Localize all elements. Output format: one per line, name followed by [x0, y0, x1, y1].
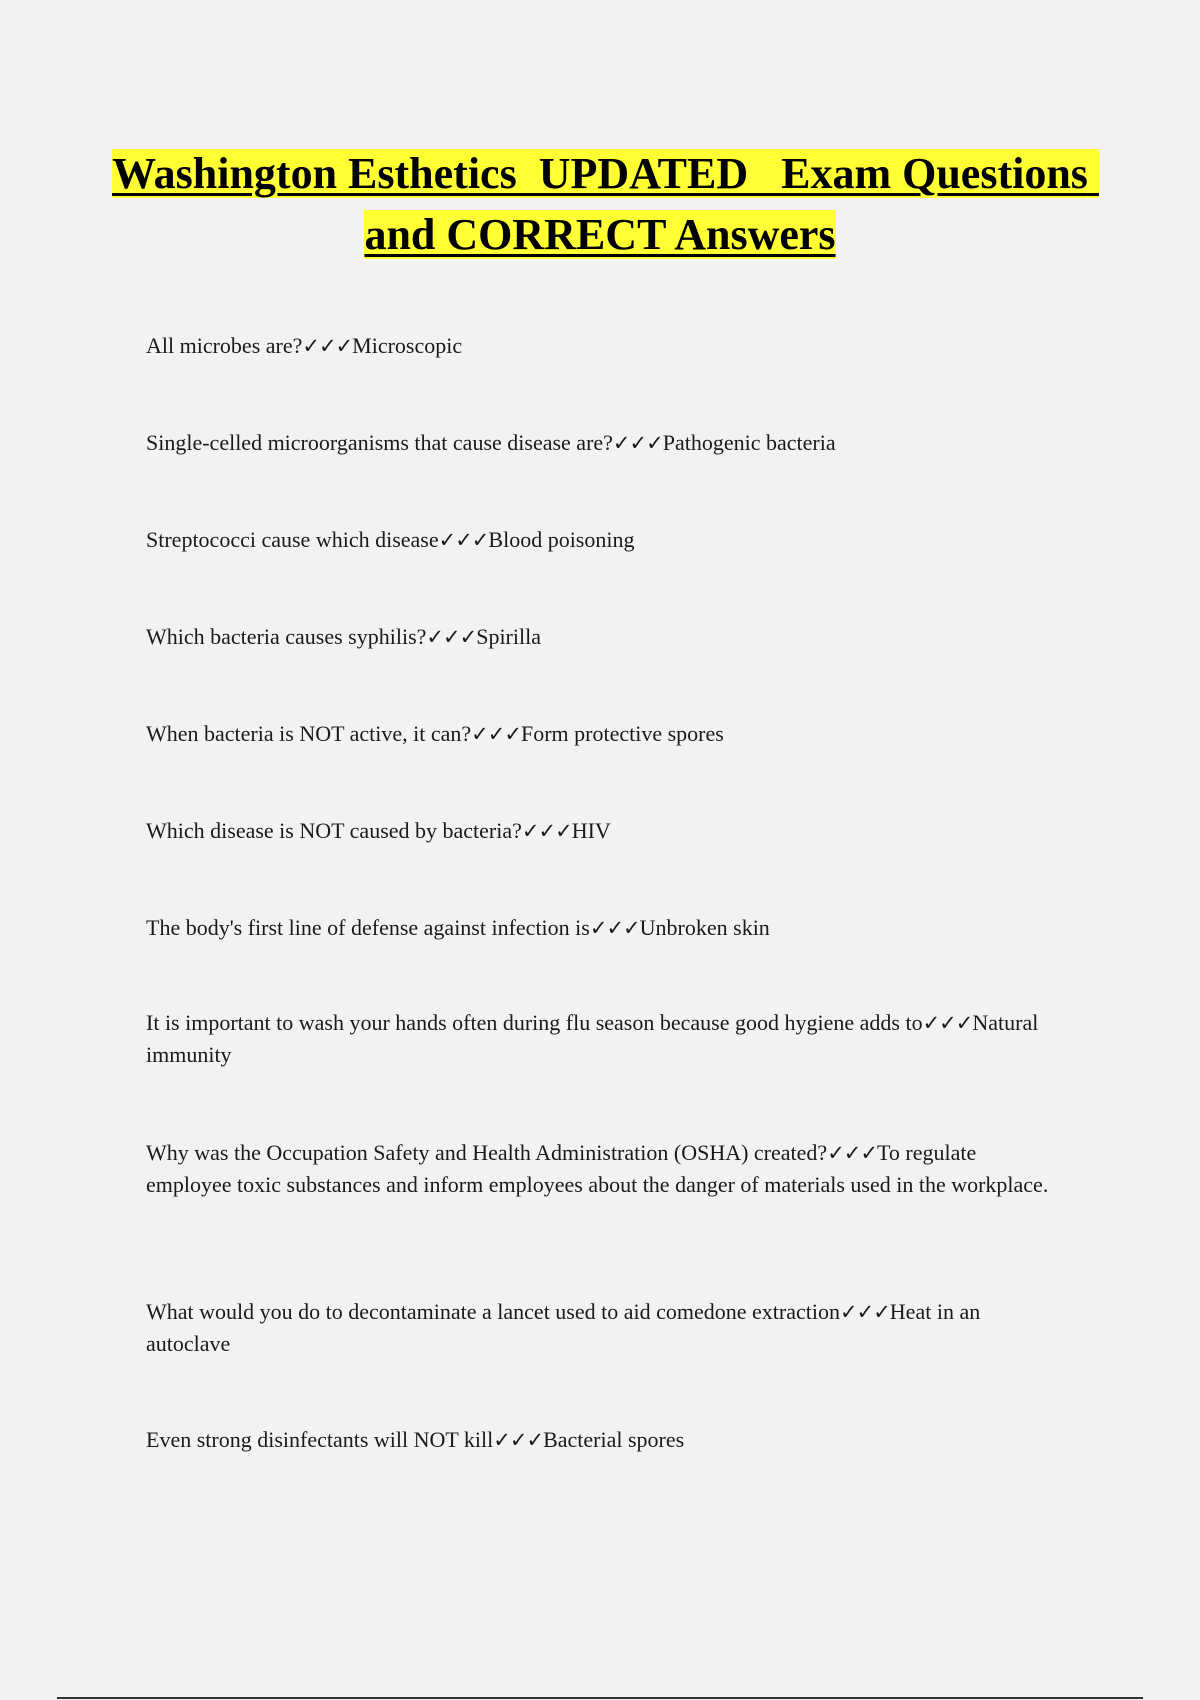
answer-text: Microscopic: [352, 333, 463, 358]
qa-item: [146, 912, 1066, 944]
checkmarks-icon: ✓✓✓: [589, 916, 640, 940]
answer-text: Spirilla: [476, 624, 541, 649]
qa-item: [146, 718, 1066, 750]
answer-text: Heat in an autoclave: [146, 1299, 981, 1356]
qa-item: [146, 1296, 1066, 1359]
question-text: What would you do to decontaminate a lancet used to aid comedone extraction: [146, 1299, 840, 1324]
qa-item: [146, 1007, 1066, 1070]
question-text: Single-celled microorganisms that cause disease are?: [146, 430, 613, 455]
qa-item: [146, 1424, 1066, 1456]
qa-item: [146, 524, 1066, 556]
answer-text: To regulate employee toxic substances and inform employees about the danger of materials used in the workplace.: [146, 1140, 1049, 1197]
question-text: When bacteria is NOT active, it can?: [146, 721, 472, 746]
qa-item: [146, 815, 1066, 847]
answer-text: Unbroken skin: [639, 915, 770, 940]
question-text: It is important to wash your hands often during flu season because good hygiene adds to: [146, 1010, 923, 1035]
checkmarks-icon: ✓✓✓: [493, 1428, 544, 1452]
answer-text: Pathogenic bacteria: [662, 430, 836, 455]
qa-item: [146, 330, 1066, 362]
qa-item: [146, 1137, 1066, 1200]
answer-text: Bacterial spores: [543, 1427, 685, 1452]
question-text: Streptococci cause which disease: [146, 527, 439, 552]
checkmarks-icon: ✓✓✓: [426, 625, 477, 649]
checkmarks-icon: ✓✓✓: [827, 1141, 877, 1165]
checkmarks-icon: ✓✓✓: [922, 1011, 973, 1035]
checkmarks-icon: ✓✓✓: [471, 722, 521, 746]
checkmarks-icon: ✓✓✓: [612, 431, 663, 455]
checkmarks-icon: ✓✓✓: [840, 1300, 890, 1324]
answer-text: Natural immunity: [146, 1010, 1039, 1067]
question-text: Even strong disinfectants will NOT kill: [146, 1427, 494, 1452]
question-text: All microbes are?: [146, 333, 303, 358]
document-title-text: Washington Esthetics UPDATED Exam Questions and CORRECT Answers: [112, 149, 1099, 259]
answer-text: HIV: [571, 818, 611, 843]
document-title: [110, 143, 1099, 265]
answer-text: Form protective spores: [520, 721, 724, 746]
qa-item: [146, 427, 1066, 459]
answer-text: Blood poisoning: [488, 527, 635, 552]
checkmarks-icon: ✓✓✓: [521, 819, 572, 843]
question-text: Which disease is NOT caused by bacteria?: [146, 818, 522, 843]
checkmarks-icon: ✓✓✓: [438, 528, 489, 552]
question-text: Why was the Occupation Safety and Health Administration (OSHA) created?: [146, 1140, 828, 1165]
footer-divider: [57, 1697, 1143, 1699]
question-text: The body's first line of defense against infection is: [146, 915, 590, 940]
question-text: Which bacteria causes syphilis?: [146, 624, 427, 649]
checkmarks-icon: ✓✓✓: [302, 334, 353, 358]
qa-item: [146, 621, 1066, 653]
